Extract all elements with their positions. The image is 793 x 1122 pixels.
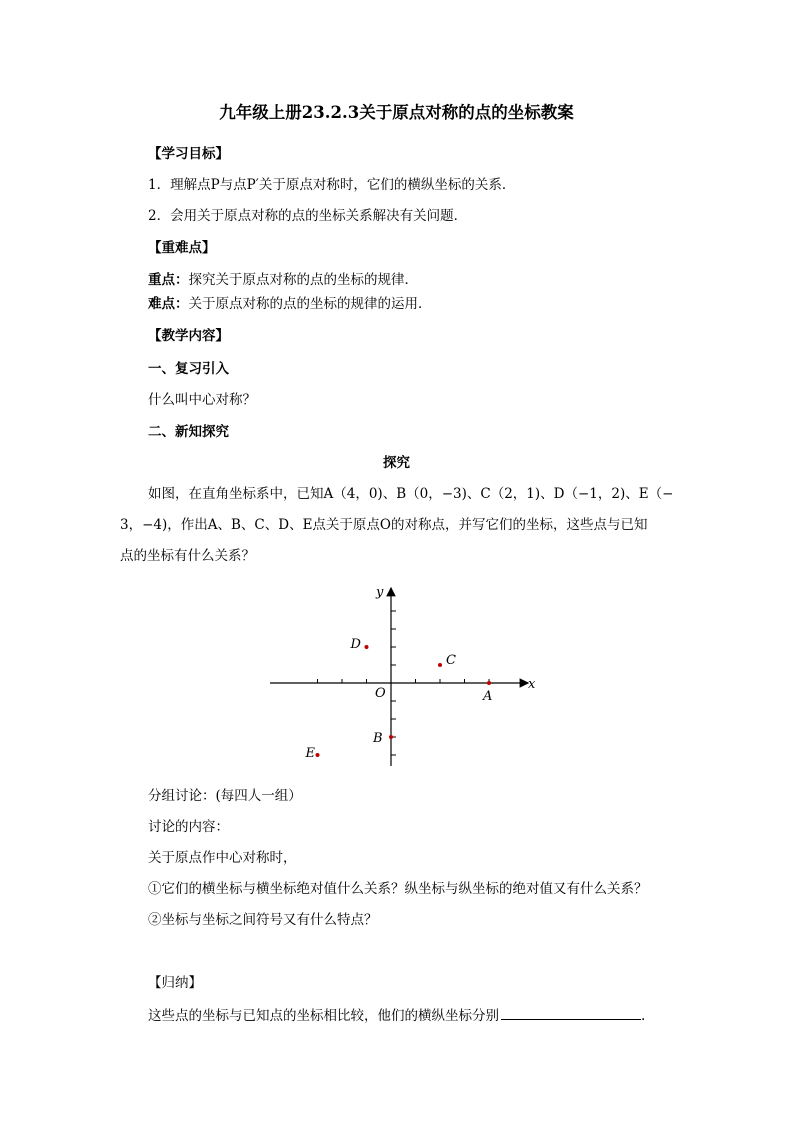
point-label-a: A: [483, 689, 493, 704]
goal-item-1: 1．理解点P与点P′关于原点对称时，它们的横纵坐标的关系．: [148, 177, 516, 193]
key-heading: 【重难点】: [148, 240, 216, 256]
point-label-e: E: [305, 746, 315, 761]
point-label-c: C: [446, 653, 456, 668]
discussion-question-2: ②坐标与坐标之间符号又有什么特点？: [148, 912, 378, 928]
discussion-group: 分组讨论：(每四人一组）: [148, 788, 302, 804]
point-a: [487, 681, 491, 685]
answer-blank[interactable]: [501, 1005, 641, 1020]
y-axis-label: y: [376, 585, 384, 600]
key-label: 重点：: [148, 272, 189, 288]
goal-item-2: 2．会用关于原点对称的点的坐标关系解决有关问题．: [148, 208, 468, 224]
discussion-intro: 关于原点作中心对称时，: [148, 850, 297, 866]
point-b: [389, 735, 393, 739]
point-e: [316, 753, 320, 757]
page-title: 九年级上册23.2.3关于原点对称的点的坐标教案: [219, 103, 574, 122]
x-axis-label: x: [528, 677, 536, 692]
origin-label: O: [375, 686, 386, 701]
review-heading: 一、复习引入: [148, 361, 229, 377]
key-point: [148, 271, 418, 289]
point-d: [365, 645, 369, 649]
summary-heading: 【归纳】: [148, 975, 202, 991]
explore-text-line-3: 点的坐标有什么关系？: [120, 548, 255, 564]
new-knowledge-heading: 二、新知探究: [148, 424, 229, 440]
review-question: 什么叫中心对称？: [148, 392, 256, 408]
coordinate-figure: [260, 580, 550, 775]
goals-heading: 【学习目标】: [148, 146, 229, 162]
explore-title: 探究: [383, 455, 410, 471]
hard-text: 关于原点对称的点的坐标的规律的运用．: [188, 296, 432, 312]
point-label-b: B: [373, 731, 383, 746]
key-text: 探究关于原点对称的点的坐标的规律．: [188, 272, 418, 288]
hard-point: [148, 295, 432, 313]
summary-text: [148, 1005, 645, 1025]
point-c: [438, 663, 442, 667]
point-label-d: D: [350, 637, 361, 652]
points-layer: [305, 637, 493, 761]
content-heading: 【教学内容】: [148, 328, 229, 344]
discussion-content-label: 讨论的内容：: [148, 819, 229, 835]
summary-text-body: 这些点的坐标与已知点的坐标相比较，他们的横纵坐标分别: [148, 1008, 499, 1024]
discussion-question-1: ①它们的横坐标与横坐标绝对值什么关系？纵坐标与纵坐标的绝对值又有什么关系？: [148, 881, 648, 897]
explore-text-line-1: 如图，在直角坐标系中，已知A（4，0)、B（0，−3)、C（2，1)、D（−1，2)、E（−: [148, 486, 674, 502]
hard-label: 难点：: [148, 296, 189, 312]
explore-text-line-2: 3，−4)，作出A、B、C、D、E点关于原点O的对称点，并写它们的坐标，这些点与已知: [120, 517, 648, 533]
summary-end: .: [641, 1008, 646, 1024]
